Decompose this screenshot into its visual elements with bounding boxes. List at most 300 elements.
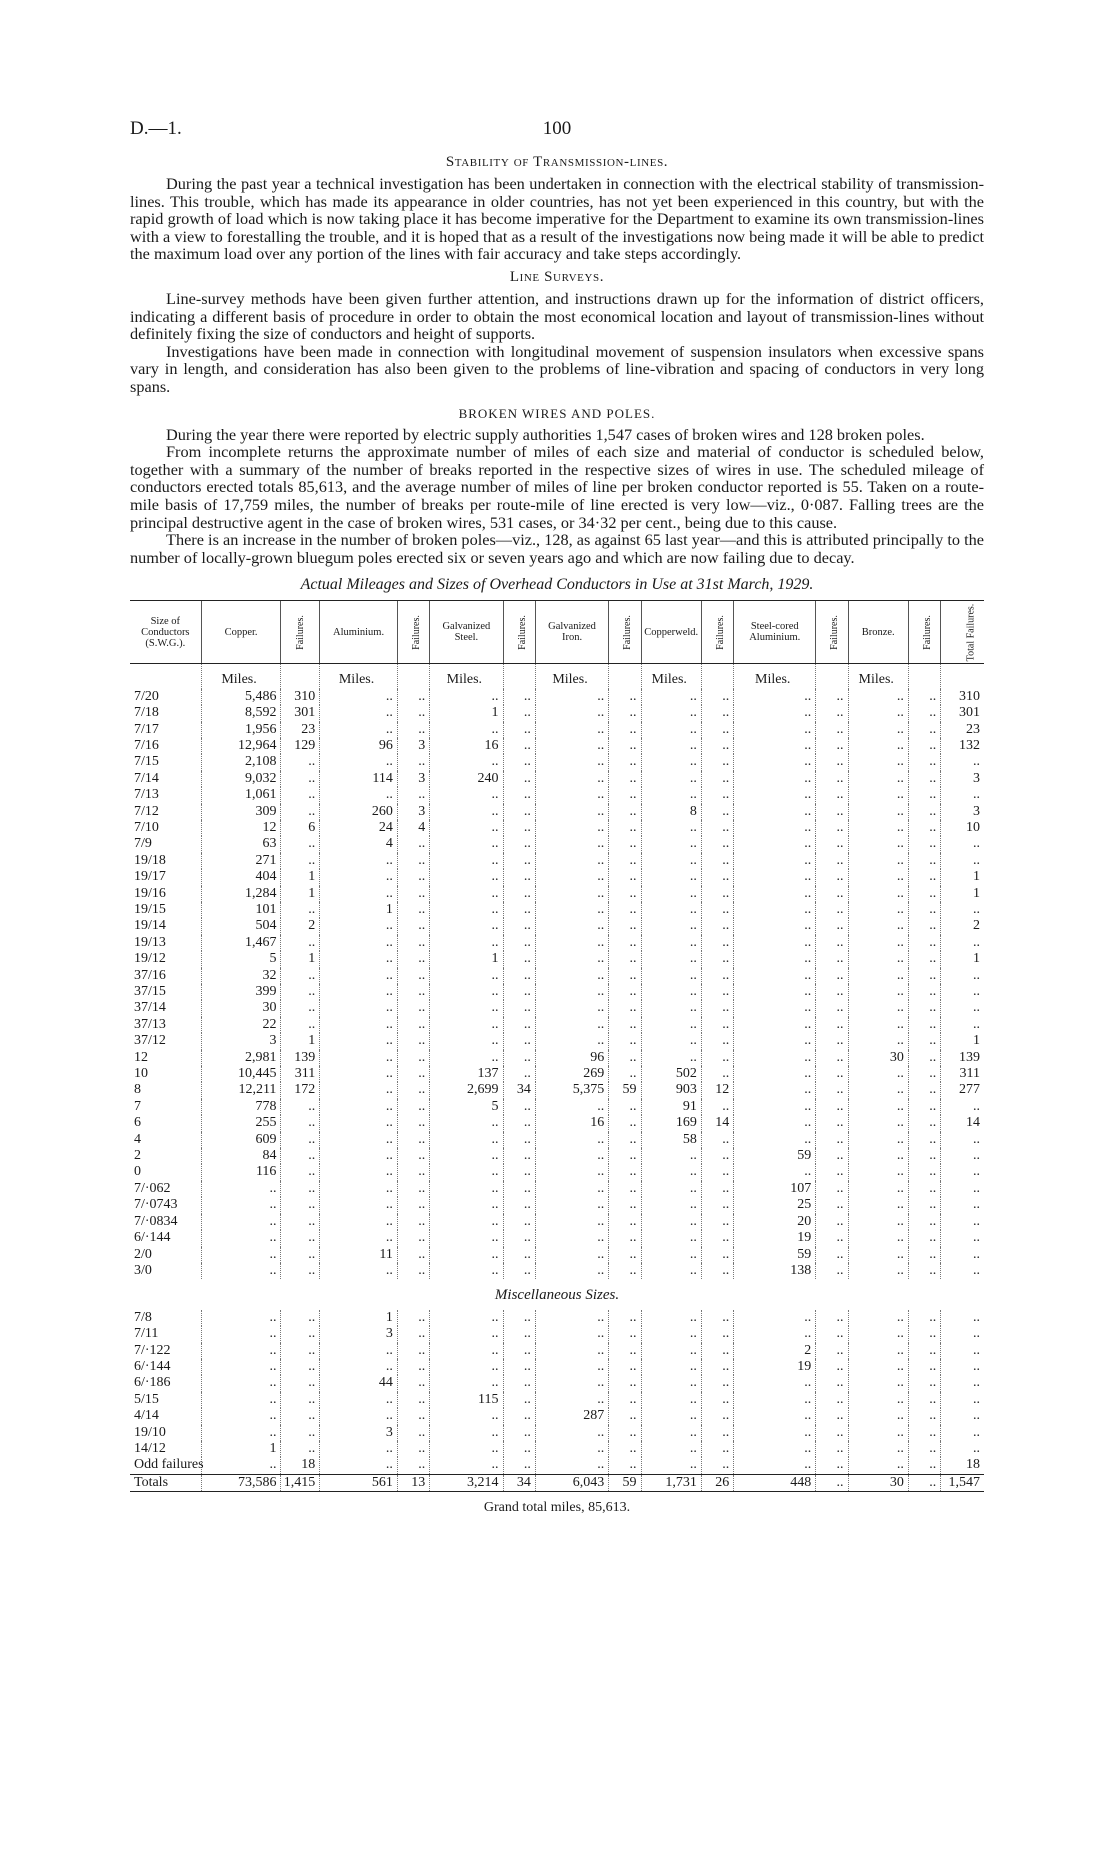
table-cell: 5,375 bbox=[535, 1082, 608, 1098]
table-cell: .. bbox=[503, 1359, 535, 1375]
table-cell: .. bbox=[816, 722, 848, 738]
column-header: Size of Conductors (S.W.G.). bbox=[130, 601, 201, 664]
table-cell: .. bbox=[848, 902, 908, 918]
table-cell: .. bbox=[908, 820, 940, 836]
table-cell: .. bbox=[535, 1425, 608, 1441]
table-row bbox=[130, 968, 984, 984]
table-cell: .. bbox=[609, 804, 641, 820]
table-cell: .. bbox=[397, 1326, 429, 1342]
table-cell: 96 bbox=[320, 738, 398, 754]
table-cell: .. bbox=[281, 1132, 320, 1148]
table-cell: 7/12 bbox=[134, 803, 159, 819]
table-cell: .. bbox=[320, 689, 398, 705]
table-cell: .. bbox=[734, 1441, 816, 1457]
table-cell bbox=[908, 664, 940, 689]
table-cell: 2 bbox=[941, 918, 984, 934]
table-cell: .. bbox=[503, 1197, 535, 1213]
table-row bbox=[130, 1343, 984, 1359]
table-cell: .. bbox=[430, 1132, 503, 1148]
table-cell: .. bbox=[941, 787, 984, 803]
table-cell: 7/10 bbox=[134, 819, 159, 835]
table-cell: .. bbox=[848, 1326, 908, 1342]
table-cell: .. bbox=[641, 689, 701, 705]
table-cell: .. bbox=[816, 1197, 848, 1213]
table-cell: 18 bbox=[281, 1457, 320, 1474]
table-cell: .. bbox=[535, 1326, 608, 1342]
table-cell: .. bbox=[941, 754, 984, 770]
table-cell: .. bbox=[503, 1115, 535, 1131]
table-cell: .. bbox=[609, 935, 641, 951]
table-cell: .. bbox=[641, 1017, 701, 1033]
table-cell: .. bbox=[609, 787, 641, 803]
table-cell: .. bbox=[908, 1474, 940, 1491]
table-cell: 12 bbox=[201, 820, 281, 836]
table-cell: .. bbox=[641, 1425, 701, 1441]
table-cell: .. bbox=[503, 1033, 535, 1049]
table-cell: .. bbox=[430, 1181, 503, 1197]
table-cell: .. bbox=[609, 853, 641, 869]
table-row bbox=[130, 1310, 984, 1326]
table-cell: .. bbox=[848, 1132, 908, 1148]
table-cell: .. bbox=[816, 1099, 848, 1115]
table-cell: 11 bbox=[320, 1247, 398, 1263]
table-cell: .. bbox=[281, 1099, 320, 1115]
table-cell: 1 bbox=[281, 951, 320, 967]
table-cell: 14 bbox=[941, 1115, 984, 1131]
table-cell: .. bbox=[848, 804, 908, 820]
table-row bbox=[130, 722, 984, 738]
table-cell: 114 bbox=[320, 771, 398, 787]
table-cell: .. bbox=[734, 869, 816, 885]
table-cell: .. bbox=[430, 902, 503, 918]
table-cell: .. bbox=[320, 1017, 398, 1033]
table-row bbox=[130, 984, 984, 1000]
table-cell: .. bbox=[430, 820, 503, 836]
table-cell: 7/15 bbox=[134, 754, 159, 770]
page-number: 100 bbox=[542, 118, 572, 139]
table-cell: .. bbox=[503, 787, 535, 803]
table-cell: 73,586 bbox=[201, 1474, 281, 1491]
table-cell: .. bbox=[734, 1017, 816, 1033]
table-cell: .. bbox=[734, 1099, 816, 1115]
table-cell: 3 bbox=[397, 771, 429, 787]
table-cell: 18 bbox=[941, 1457, 984, 1474]
table-cell: 10,445 bbox=[201, 1066, 281, 1082]
table-cell: 132 bbox=[941, 738, 984, 754]
table-cell: .. bbox=[816, 984, 848, 1000]
table-cell: .. bbox=[848, 918, 908, 934]
table-cell: .. bbox=[641, 1214, 701, 1230]
table-cell: .. bbox=[641, 1000, 701, 1016]
table-cell: 309 bbox=[201, 804, 281, 820]
table-cell: .. bbox=[535, 1197, 608, 1213]
table-cell: 63 bbox=[201, 836, 281, 852]
table-cell: .. bbox=[908, 1148, 940, 1164]
table-cell: .. bbox=[503, 902, 535, 918]
table-header-row bbox=[130, 601, 984, 664]
table-cell: 139 bbox=[281, 1050, 320, 1066]
table-cell: .. bbox=[734, 1082, 816, 1098]
table-cell: .. bbox=[941, 853, 984, 869]
table-cell: .. bbox=[816, 1441, 848, 1457]
table-row bbox=[130, 1408, 984, 1424]
table-cell: 311 bbox=[941, 1066, 984, 1082]
table-cell: .. bbox=[816, 738, 848, 754]
table-cell: 20 bbox=[734, 1214, 816, 1230]
table-cell: .. bbox=[320, 951, 398, 967]
table-cell: .. bbox=[201, 1247, 281, 1263]
table-cell: .. bbox=[397, 1359, 429, 1375]
document-page bbox=[130, 118, 984, 1516]
table-cell: .. bbox=[701, 1263, 733, 1279]
table-cell: .. bbox=[641, 1033, 701, 1049]
table-cell: .. bbox=[848, 1310, 908, 1326]
table-cell: 4 bbox=[320, 836, 398, 852]
table-cell: .. bbox=[641, 1164, 701, 1180]
table-cell: .. bbox=[701, 754, 733, 770]
table-cell: 101 bbox=[201, 902, 281, 918]
table-cell: .. bbox=[320, 918, 398, 934]
table-cell: .. bbox=[734, 1066, 816, 1082]
table-cell: 0 bbox=[134, 1164, 141, 1180]
table-row bbox=[130, 869, 984, 885]
table-cell: .. bbox=[734, 1326, 816, 1342]
table-cell: .. bbox=[535, 935, 608, 951]
table-cell: .. bbox=[701, 1408, 733, 1424]
table-cell: .. bbox=[609, 984, 641, 1000]
table-cell: .. bbox=[701, 1197, 733, 1213]
table-cell: .. bbox=[609, 1310, 641, 1326]
table-cell: .. bbox=[281, 1425, 320, 1441]
table-cell: .. bbox=[701, 1310, 733, 1326]
table-cell: .. bbox=[701, 1017, 733, 1033]
table-cell: .. bbox=[908, 804, 940, 820]
table-cell: 5/15 bbox=[134, 1391, 159, 1407]
table-cell: .. bbox=[908, 1425, 940, 1441]
table-cell: 404 bbox=[201, 869, 281, 885]
table-cell: .. bbox=[503, 1000, 535, 1016]
table-cell: .. bbox=[941, 1099, 984, 1115]
table-cell: .. bbox=[281, 853, 320, 869]
table-cell: 3,214 bbox=[430, 1474, 503, 1491]
table-cell: 5 bbox=[430, 1099, 503, 1115]
table-row bbox=[130, 1132, 984, 1148]
column-header: Galvanized Iron. bbox=[535, 601, 608, 664]
table-cell: .. bbox=[397, 1148, 429, 1164]
table-row bbox=[130, 1000, 984, 1016]
table-cell: .. bbox=[908, 902, 940, 918]
table-cell: .. bbox=[430, 1247, 503, 1263]
table-cell: .. bbox=[609, 1132, 641, 1148]
table-cell: .. bbox=[816, 1343, 848, 1359]
table-cell: .. bbox=[941, 1263, 984, 1279]
table-cell: 6/·144 bbox=[134, 1358, 171, 1374]
table-cell: .. bbox=[320, 984, 398, 1000]
table-cell: .. bbox=[397, 984, 429, 1000]
table-cell: .. bbox=[848, 1164, 908, 1180]
table-cell bbox=[609, 664, 641, 689]
table-cell: 1 bbox=[941, 886, 984, 902]
table-row bbox=[130, 1457, 984, 1474]
table-cell: .. bbox=[734, 918, 816, 934]
table-cell: 609 bbox=[201, 1132, 281, 1148]
table-cell: .. bbox=[908, 1441, 940, 1457]
table-cell: .. bbox=[701, 1326, 733, 1342]
table-cell: .. bbox=[734, 1375, 816, 1391]
table-cell: 19/13 bbox=[134, 934, 166, 950]
table-cell: .. bbox=[701, 787, 733, 803]
paragraph: There is an increase in the number of broken poles—viz., 128, as against 65 last year—and this is attributed principally to the number of locally-grown bluegum poles erected six or seven years ago and which are now failing due to decay. bbox=[130, 530, 984, 567]
table-cell: .. bbox=[320, 1164, 398, 1180]
table-cell: .. bbox=[848, 951, 908, 967]
table-cell: .. bbox=[430, 1230, 503, 1246]
table-cell: .. bbox=[503, 705, 535, 721]
table-cell: 4/14 bbox=[134, 1408, 159, 1424]
table-cell: .. bbox=[848, 787, 908, 803]
table-cell: .. bbox=[641, 1247, 701, 1263]
table-cell: .. bbox=[281, 1408, 320, 1424]
table-cell: .. bbox=[281, 1392, 320, 1408]
table-cell: .. bbox=[320, 1214, 398, 1230]
table-row bbox=[130, 1066, 984, 1082]
table-cell: .. bbox=[503, 738, 535, 754]
table-row bbox=[130, 1082, 984, 1098]
table-cell: .. bbox=[430, 1000, 503, 1016]
table-cell: .. bbox=[941, 968, 984, 984]
table-cell: .. bbox=[609, 1115, 641, 1131]
table-cell: .. bbox=[281, 1181, 320, 1197]
table-cell: .. bbox=[535, 1247, 608, 1263]
table-cell: .. bbox=[941, 1408, 984, 1424]
table-cell: .. bbox=[848, 754, 908, 770]
table-cell: .. bbox=[609, 1181, 641, 1197]
table-cell: .. bbox=[397, 853, 429, 869]
table-cell: 30 bbox=[848, 1474, 908, 1491]
table-cell: .. bbox=[397, 1425, 429, 1441]
table-cell: 37/14 bbox=[134, 1000, 166, 1016]
table-cell: .. bbox=[430, 984, 503, 1000]
table-cell: .. bbox=[701, 1050, 733, 1066]
table-cell: .. bbox=[430, 935, 503, 951]
table-cell: .. bbox=[609, 918, 641, 934]
table-cell: .. bbox=[908, 836, 940, 852]
table-cell: .. bbox=[397, 1050, 429, 1066]
table-cell: .. bbox=[503, 1247, 535, 1263]
misc-heading-row bbox=[130, 1279, 984, 1309]
table-cell: .. bbox=[816, 918, 848, 934]
table-cell: .. bbox=[641, 771, 701, 787]
table-cell: .. bbox=[848, 1033, 908, 1049]
table-row bbox=[130, 1441, 984, 1457]
table-row bbox=[130, 705, 984, 721]
table-cell: .. bbox=[701, 1230, 733, 1246]
table-cell: .. bbox=[397, 705, 429, 721]
table-cell: 5 bbox=[201, 951, 281, 967]
section-heading: Stability of Transmission-lines. bbox=[445, 154, 669, 170]
table-cell: .. bbox=[701, 1164, 733, 1180]
table-cell: .. bbox=[816, 1474, 848, 1491]
table-cell: .. bbox=[609, 1263, 641, 1279]
table-cell: 8 bbox=[641, 804, 701, 820]
table-cell: .. bbox=[734, 754, 816, 770]
table-cell: .. bbox=[320, 886, 398, 902]
table-cell: 7/8 bbox=[134, 1309, 152, 1325]
table-cell: .. bbox=[816, 902, 848, 918]
table-cell: .. bbox=[701, 1392, 733, 1408]
table-cell: .. bbox=[430, 1310, 503, 1326]
table-cell: .. bbox=[848, 738, 908, 754]
table-cell: 19/18 bbox=[134, 852, 166, 868]
table-cell: .. bbox=[816, 1132, 848, 1148]
table-cell: .. bbox=[816, 968, 848, 984]
table-cell: .. bbox=[816, 853, 848, 869]
table-cell: .. bbox=[535, 1033, 608, 1049]
table-cell: .. bbox=[609, 738, 641, 754]
table-cell: .. bbox=[201, 1359, 281, 1375]
table-cell: 37/13 bbox=[134, 1016, 166, 1032]
table-cell: 19/17 bbox=[134, 869, 166, 885]
table-cell: .. bbox=[503, 1310, 535, 1326]
table-cell: .. bbox=[503, 1326, 535, 1342]
table-cell: .. bbox=[281, 935, 320, 951]
table-cell: .. bbox=[641, 1197, 701, 1213]
table-cell: .. bbox=[641, 1343, 701, 1359]
table-cell: 25 bbox=[734, 1197, 816, 1213]
table-row bbox=[130, 1425, 984, 1441]
table-cell: .. bbox=[848, 1066, 908, 1082]
table-cell: .. bbox=[941, 1247, 984, 1263]
table-cell: 3 bbox=[941, 804, 984, 820]
table-cell: 30 bbox=[201, 1000, 281, 1016]
table-cell: Odd failures bbox=[134, 1457, 204, 1473]
table-cell: .. bbox=[201, 1457, 281, 1474]
table-row bbox=[130, 754, 984, 770]
table-cell: .. bbox=[816, 1148, 848, 1164]
table-cell: .. bbox=[941, 1132, 984, 1148]
table-cell: .. bbox=[503, 804, 535, 820]
table-cell: .. bbox=[908, 1263, 940, 1279]
table-cell: .. bbox=[503, 1408, 535, 1424]
table-cell: .. bbox=[734, 853, 816, 869]
table-cell: .. bbox=[430, 1425, 503, 1441]
table-cell: .. bbox=[503, 886, 535, 902]
document-code: D.—1. bbox=[130, 118, 182, 139]
table-cell: .. bbox=[848, 853, 908, 869]
table-cell: .. bbox=[397, 1310, 429, 1326]
table-cell: .. bbox=[430, 1164, 503, 1180]
table-cell: .. bbox=[535, 1441, 608, 1457]
table-cell: 14/12 bbox=[134, 1440, 166, 1456]
table-cell: .. bbox=[609, 902, 641, 918]
table-cell: .. bbox=[535, 1359, 608, 1375]
table-cell: .. bbox=[734, 968, 816, 984]
table-cell: .. bbox=[816, 1066, 848, 1082]
table-cell: .. bbox=[734, 1132, 816, 1148]
table-cell: 137 bbox=[430, 1066, 503, 1082]
table-cell: .. bbox=[941, 1425, 984, 1441]
table-cell: .. bbox=[397, 1392, 429, 1408]
table-cell: .. bbox=[701, 689, 733, 705]
column-header: Failures. bbox=[503, 601, 535, 664]
table-cell: .. bbox=[535, 1017, 608, 1033]
table-cell: .. bbox=[816, 1000, 848, 1016]
table-cell: .. bbox=[816, 1263, 848, 1279]
table-cell: 1 bbox=[320, 1310, 398, 1326]
table-cell: .. bbox=[701, 836, 733, 852]
table-cell: 6/·144 bbox=[134, 1230, 171, 1246]
table-cell: .. bbox=[535, 1392, 608, 1408]
table-cell: 37/15 bbox=[134, 984, 166, 999]
table-cell: 3 bbox=[201, 1033, 281, 1049]
table-cell: 7/·122 bbox=[134, 1342, 171, 1358]
table-cell: .. bbox=[908, 1066, 940, 1082]
table-cell: 1 bbox=[430, 705, 503, 721]
table-cell: .. bbox=[848, 705, 908, 721]
table-cell: .. bbox=[734, 902, 816, 918]
table-cell: .. bbox=[535, 1263, 608, 1279]
table-cell: .. bbox=[908, 984, 940, 1000]
table-cell: .. bbox=[320, 1392, 398, 1408]
table-cell: .. bbox=[430, 689, 503, 705]
table-cell: .. bbox=[535, 754, 608, 770]
table-cell: 301 bbox=[281, 705, 320, 721]
table-cell: .. bbox=[941, 1197, 984, 1213]
table-cell: .. bbox=[281, 836, 320, 852]
table-cell: .. bbox=[535, 1457, 608, 1474]
table-cell: .. bbox=[641, 754, 701, 770]
table-cell: .. bbox=[848, 1441, 908, 1457]
paragraph: During the past year a technical investigation has been undertaken in connection with the electrical stability of transmission-lines. This trouble, which has made its appearance in older countries, has not yet been experienced in this country, but with the rapid growth of load which is now taking place it has become imperative for the Department to examine its own transmission-lines with a view to forestalling the trouble, and it is hoped that as a result of the investigations now being made it will be able to predict the maximum load over any portion of the lines with fair accuracy and take steps accordingly. bbox=[130, 174, 984, 264]
table-cell: 240 bbox=[430, 771, 503, 787]
table-cell: .. bbox=[609, 1247, 641, 1263]
table-cell: .. bbox=[535, 968, 608, 984]
table-cell: 34 bbox=[503, 1082, 535, 1098]
table-cell: 5,486 bbox=[201, 689, 281, 705]
table-cell: .. bbox=[281, 1375, 320, 1391]
table-cell: .. bbox=[941, 1375, 984, 1391]
table-cell: .. bbox=[908, 1164, 940, 1180]
table-cell: 561 bbox=[320, 1474, 398, 1491]
table-cell: .. bbox=[609, 1359, 641, 1375]
table-cell: 7 bbox=[134, 1098, 141, 1114]
table-cell: .. bbox=[701, 1343, 733, 1359]
table-cell: .. bbox=[908, 1392, 940, 1408]
table-cell: .. bbox=[701, 1066, 733, 1082]
section-heading: Line Surveys. bbox=[509, 268, 605, 285]
table-cell: .. bbox=[535, 705, 608, 721]
table-cell: .. bbox=[816, 1181, 848, 1197]
table-cell bbox=[397, 664, 429, 689]
table-cell bbox=[503, 664, 535, 689]
table-cell: 2,108 bbox=[201, 754, 281, 770]
table-cell: .. bbox=[281, 1164, 320, 1180]
table-cell: .. bbox=[848, 1343, 908, 1359]
table-cell bbox=[281, 664, 320, 689]
table-cell: 6 bbox=[281, 820, 320, 836]
table-cell: 310 bbox=[941, 689, 984, 705]
table-cell: .. bbox=[816, 820, 848, 836]
table-cell: .. bbox=[397, 1263, 429, 1279]
table-cell: 44 bbox=[320, 1375, 398, 1391]
table-cell: .. bbox=[816, 1310, 848, 1326]
table-cell: .. bbox=[281, 1115, 320, 1131]
table-cell: .. bbox=[535, 869, 608, 885]
table-cell: 6 bbox=[134, 1115, 141, 1131]
table-cell: 7/20 bbox=[134, 688, 159, 704]
table-cell: .. bbox=[397, 1017, 429, 1033]
table-cell: Miles. bbox=[430, 664, 503, 689]
table-cell: .. bbox=[503, 1263, 535, 1279]
